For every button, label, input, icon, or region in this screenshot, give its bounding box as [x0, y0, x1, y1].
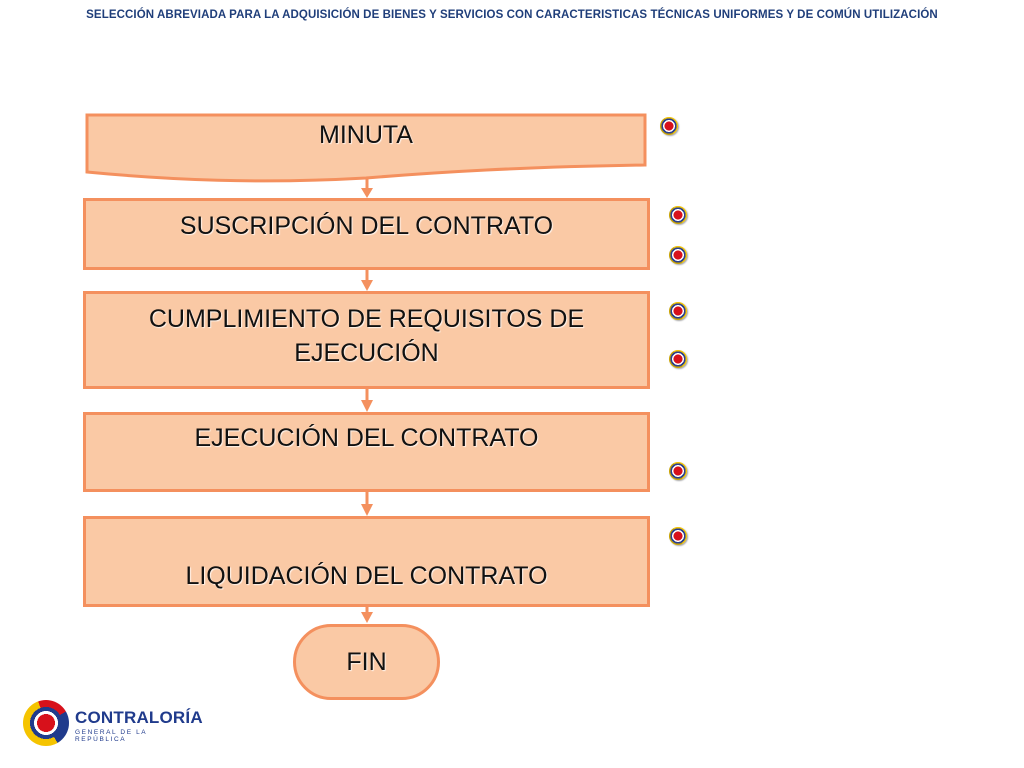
contraloria-logo: [17, 698, 203, 748]
step-cumplimiento-label-2: EJECUCIÓN: [294, 339, 439, 367]
step-ejecucion: [83, 412, 650, 492]
page-title: SELECCIÓN ABREVIADA PARA LA ADQUISICIÓN DE BIENES Y SERVICIOS CON CARACTERISTICAS TÉCNICAS UNIFORMES Y DE COMÚN UTILIZACIÓN: [86, 9, 938, 21]
arrow-1: [361, 178, 373, 198]
arrow-5: [361, 606, 373, 623]
step-liquidacion-label: LIQUIDACIÓN DEL CONTRATO: [185, 562, 548, 590]
bullet-icon[interactable]: [669, 527, 687, 545]
logo-name: CONTRALORÍA: [75, 708, 203, 727]
arrow-3: [361, 388, 373, 412]
arrow-2: [361, 270, 373, 291]
bullet-icon[interactable]: [669, 350, 687, 368]
step-fin-label: FIN: [346, 648, 387, 676]
bullet-icon[interactable]: [669, 302, 687, 320]
minuta-label: MINUTA: [319, 121, 413, 149]
logo-emblem-icon: [23, 700, 69, 746]
step-ejecucion-label: EJECUCIÓN DEL CONTRATO: [194, 424, 539, 452]
step-suscripcion: [83, 198, 650, 270]
step-cumplimiento-label-1: CUMPLIMIENTO DE REQUISITOS DE: [148, 305, 585, 333]
bullet-icon[interactable]: [660, 117, 678, 135]
step-cumplimiento: [83, 291, 650, 389]
bullet-icon[interactable]: [669, 246, 687, 264]
bullet-icon[interactable]: [669, 462, 687, 480]
step-liquidacion: [83, 516, 650, 607]
bullet-icon[interactable]: [669, 206, 687, 224]
arrow-4: [361, 491, 373, 516]
step-suscripcion-label: SUSCRIPCIÓN DEL CONTRATO: [179, 212, 554, 240]
logo-subtitle: GENERAL DE LA REPÚBLICA: [75, 729, 147, 743]
step-fin: [293, 624, 440, 700]
